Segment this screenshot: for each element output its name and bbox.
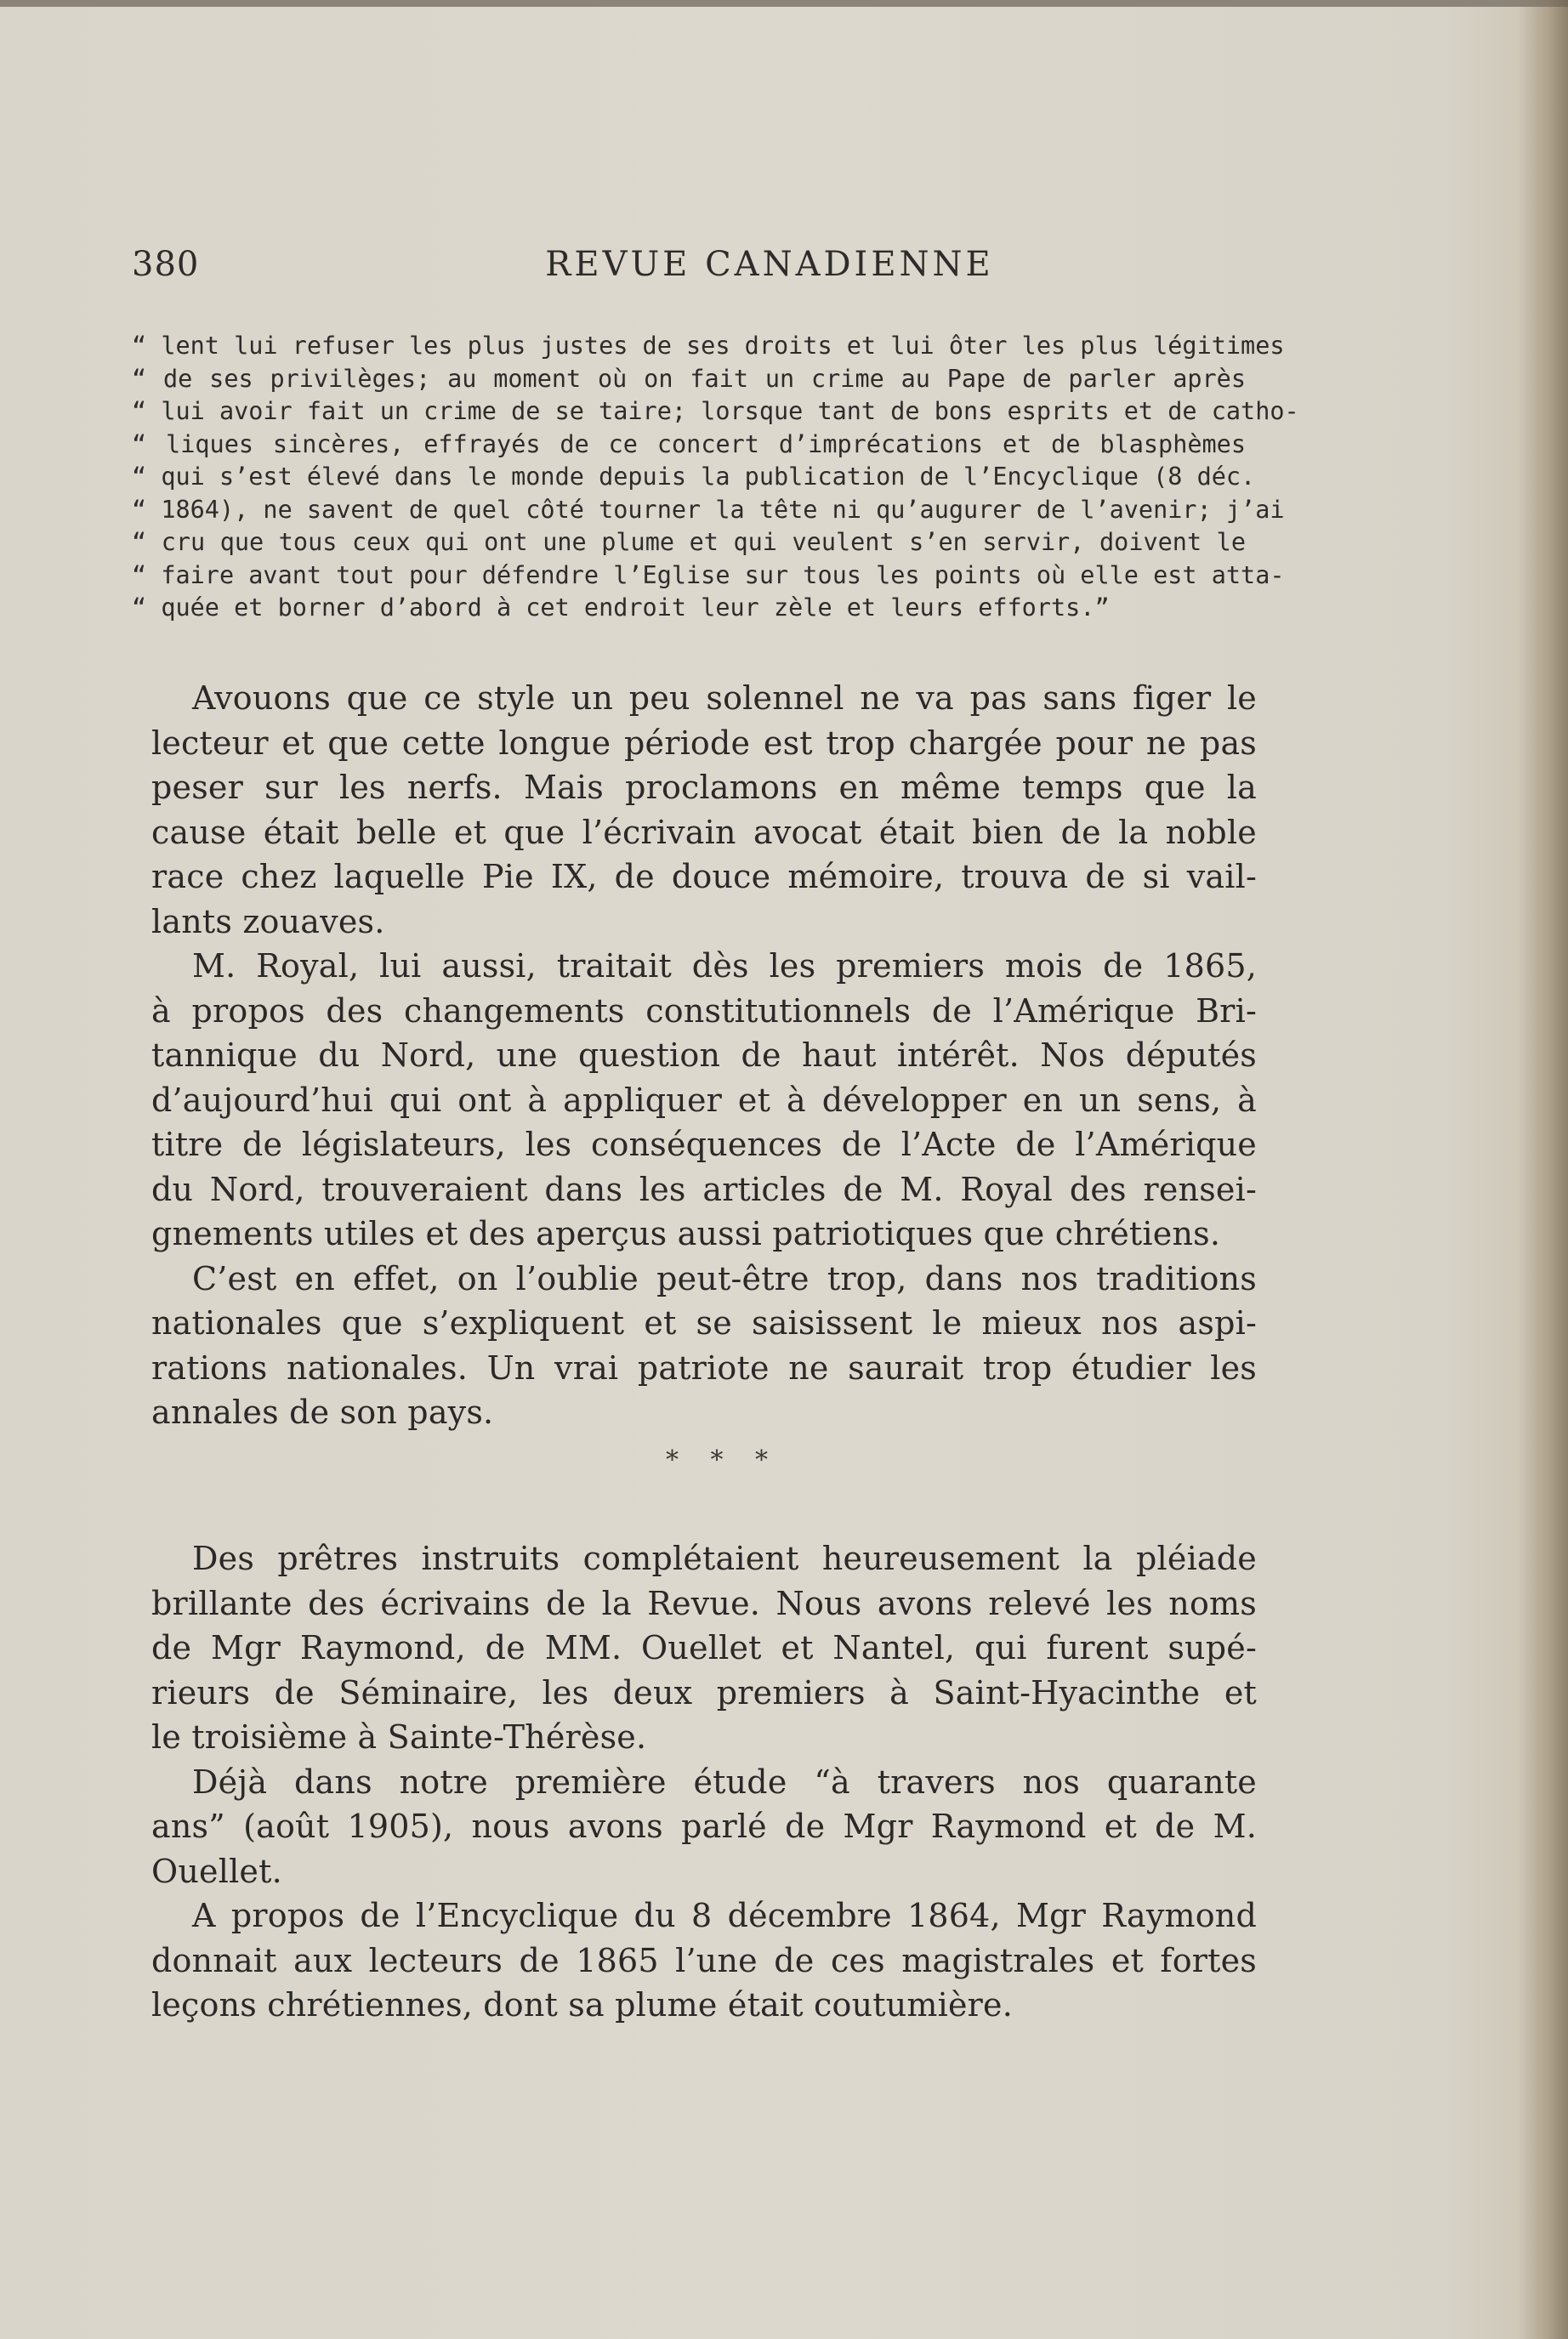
- text-line: peser sur les nerfs. Mais proclamons en même temps que la: [151, 769, 1257, 806]
- text-line: d’aujourd’hui qui ont à appliquer et à développer en un sens, à: [151, 1081, 1257, 1119]
- text-line: du Nord, trouveraient dans les articles de M. Royal des rensei-: [151, 1170, 1257, 1208]
- text-line: Avouons que ce style un peu solennel ne va pas sans figer le: [192, 679, 1257, 717]
- running-header: [132, 245, 1254, 296]
- text-line: M. Royal, lui aussi, traitait dès les premiers mois de 1865,: [192, 947, 1257, 985]
- text-line: Ouellet.: [151, 1852, 282, 1890]
- text-line: rations nationales. Un vrai patriote ne saurait trop étudier les: [151, 1348, 1257, 1387]
- text-line: ans” (août 1905), nous avons parlé de Mgr Raymond et de M.: [151, 1808, 1257, 1845]
- page-number: 380: [132, 245, 200, 284]
- text-line: lants zouaves.: [151, 902, 385, 940]
- text-line: annales de son pays.: [151, 1394, 494, 1431]
- text-line: nationales que s’expliquent et se saisissent le mieux nos aspi-: [151, 1304, 1257, 1342]
- page-top-edge: [0, 0, 1568, 7]
- quote-line: “ quée et borner d’abord à cet endroit leur zèle et leurs efforts.”: [132, 593, 1110, 622]
- journal-title: REVUE CANADIENNE: [545, 245, 994, 284]
- text-line: de Mgr Raymond, de MM. Ouellet et Nantel, qui furent supé-: [151, 1629, 1257, 1666]
- quote-line: “ faire avant tout pour défendre l’Eglise sur tous les points où elle est atta-: [132, 560, 1285, 589]
- text-line: A propos de l’Encyclique du 8 décembre 1864, Mgr Raymond: [192, 1897, 1257, 1934]
- page-gutter-shadow: [1517, 0, 1568, 2339]
- section-2: [151, 1536, 1257, 2028]
- text-line: rieurs de Séminaire, les deux premiers à Saint-Hyacinthe et: [151, 1673, 1257, 1712]
- section-separator: * * *: [665, 1445, 781, 1475]
- quote-line: “ cru que tous ceux qui ont une plume et qui veulent s’en servir, doivent le: [132, 528, 1246, 556]
- paragraph: [151, 944, 1257, 1257]
- text-line: gnements utiles et des aperçus aussi patriotiques que chrétiens.: [151, 1215, 1221, 1252]
- quote-line: “ 1864), ne savent de quel côté tourner la tête ni qu’augurer de l’avenir; j’ai: [132, 495, 1285, 524]
- paragraph: [151, 1760, 1257, 1894]
- text-line: donnait aux lecteurs de 1865 l’une de ces magistrales et fortes: [151, 1941, 1257, 1979]
- paragraph: [151, 1893, 1257, 2028]
- quote-line: “ de ses privilèges; au moment où on fait un crime au Pape de parler après: [132, 364, 1246, 393]
- text-line: cause était belle et que l’écrivain avocat était bien de la noble: [151, 813, 1257, 851]
- text-line: tannique du Nord, une question de haut intérêt. Nos députés: [151, 1036, 1257, 1074]
- quote-line: “ liques sincères, effrayés de ce concert d’imprécations et de blasphèmes: [132, 429, 1246, 458]
- text-line: à propos des changements constitutionnels de l’Amérique Bri-: [151, 991, 1257, 1030]
- paragraph: [151, 1257, 1257, 1435]
- text-line: titre de législateurs, les conséquences de l’Acte de l’Amérique: [151, 1126, 1257, 1163]
- quote-line: “ lent lui refuser les plus justes de ses droits et lui ôter les plus légitimes: [132, 332, 1285, 360]
- section-1: [151, 676, 1257, 1435]
- text-line: C’est en effet, on l’oublie peut-être trop, dans nos traditions: [192, 1259, 1257, 1297]
- quote-line: “ qui s’est élevé dans le monde depuis la publication de l’Encyclique (8 déc.: [132, 463, 1256, 491]
- text-line: brillante des écrivains de la Revue. Nous avons relevé les noms: [151, 1584, 1257, 1622]
- paragraph: [151, 1536, 1257, 1760]
- text-line: le troisième à Sainte-Thérèse.: [151, 1718, 647, 1756]
- text-line: Déjà dans notre première étude “à travers nos quarante: [192, 1763, 1257, 1801]
- paragraph: [151, 676, 1257, 944]
- text-line: race chez laquelle Pie IX, de douce mémoire, trouva de si vail-: [151, 858, 1257, 895]
- quote-line: “ lui avoir fait un crime de se taire; lorsque tant de bons esprits et de catho-: [132, 397, 1299, 425]
- text-line: Des prêtres instruits complétaient heureusement la pléiade: [192, 1540, 1257, 1577]
- text-line: lecteur et que cette longue période est trop chargée pour ne pas: [151, 724, 1257, 762]
- block-quote: [132, 330, 1299, 625]
- text-line: leçons chrétiennes, dont sa plume était coutumière.: [151, 1986, 1013, 2024]
